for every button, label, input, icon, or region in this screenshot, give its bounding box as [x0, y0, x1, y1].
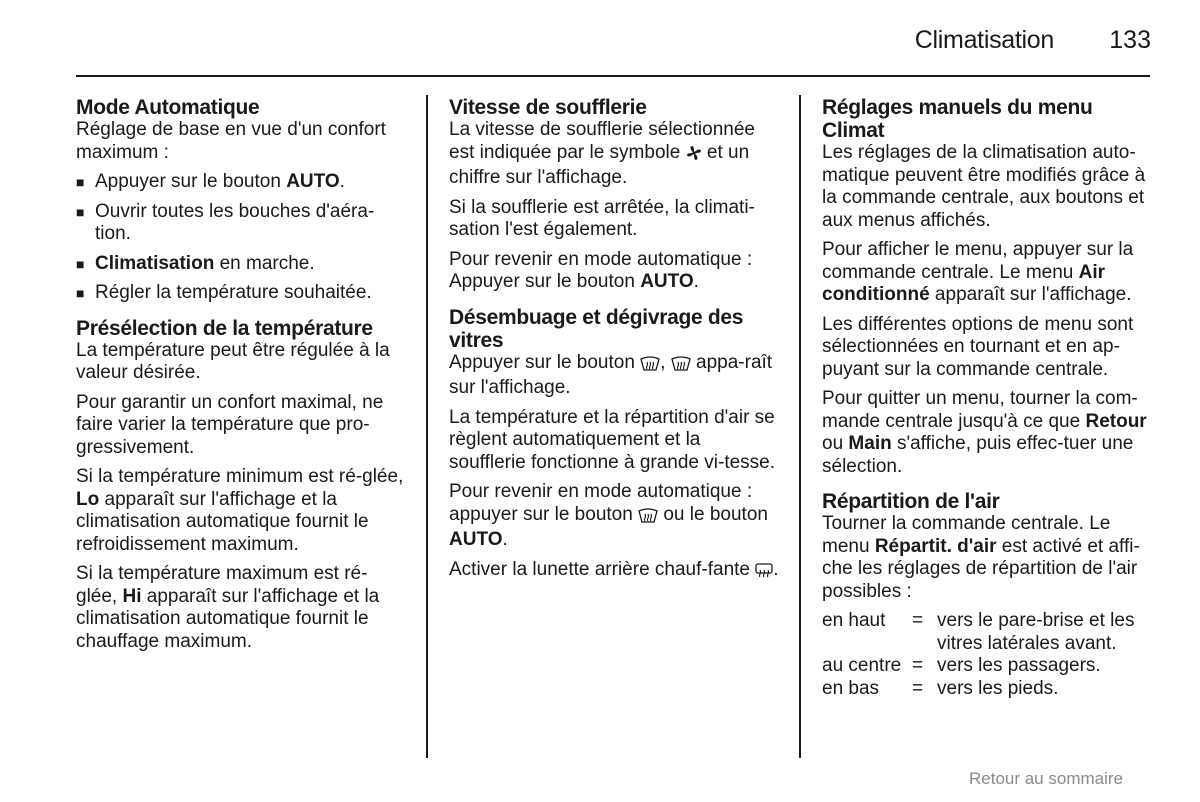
page-number: 133: [1109, 26, 1151, 54]
paragraph: [449, 119, 779, 190]
keyword-auto: AUTO: [449, 529, 503, 550]
square-bullet-icon: ■: [76, 203, 85, 220]
table-eq: =: [912, 677, 924, 699]
column-divider-2: [799, 95, 801, 758]
windscreen-defrost-icon: [640, 355, 660, 378]
paragraph: [449, 352, 779, 400]
table-key: en haut: [822, 610, 886, 631]
heading-desembuage: Désembuage et dégivrage des vitres: [449, 305, 744, 352]
keyword-retour: Retour: [1085, 410, 1147, 432]
text: Appuyer sur le bouton: [449, 351, 641, 373]
distribution-table: [822, 610, 1152, 700]
heading-vitesse-soufflerie: Vitesse de soufflerie: [449, 96, 647, 119]
text: Tourner la commande centrale. Le menu: [822, 513, 1111, 557]
bullet-list: [76, 171, 408, 305]
paragraph: [449, 559, 779, 585]
paragraph: [449, 481, 779, 552]
square-bullet-icon: ■: [76, 255, 85, 272]
text: .: [502, 529, 508, 550]
list-item: [76, 253, 408, 276]
list-item: [76, 282, 408, 305]
text: est activé et affi-che les réglages de répartition de l'air possibles :: [822, 535, 1140, 602]
text: ou: [822, 433, 849, 454]
text: apparaît sur l'affichage.: [929, 284, 1132, 305]
text: Régler la température souhaitée.: [95, 282, 372, 303]
text: Ouvrir toutes les bouches d'aéra-tion.: [95, 200, 375, 244]
text: apparaît sur l'affichage et la climatisation automatique fournit le refroidissement maximum.: [76, 488, 369, 555]
text: Appuyer sur le bouton: [95, 171, 287, 192]
column-2: [449, 96, 779, 591]
windscreen-defrost-icon: [638, 507, 658, 530]
paragraph: Pour garantir un confort maximal, ne faire varier la température que pro-gressivement.: [76, 391, 384, 458]
table-key: au centre: [822, 655, 902, 676]
paragraph: Réglage de base en vue d'un confort maximum :: [76, 119, 386, 163]
table-value: vers les passagers.: [937, 655, 1101, 676]
list-item: [76, 201, 408, 246]
text: en marche.: [214, 252, 315, 274]
table-value: vers les pieds.: [937, 677, 1059, 699]
text: .: [773, 558, 779, 580]
text: appa-raît sur l'affichage.: [449, 351, 773, 398]
list-item: [76, 171, 408, 194]
keyword-auto: AUTO: [640, 271, 694, 292]
heading-mode-automatique: Mode Automatique: [76, 96, 260, 119]
text: Si la température maximum est ré-glée,: [76, 563, 368, 607]
text: Pour revenir en mode automatique : appuyer sur le bouton: [449, 481, 753, 525]
keyword-air-conditionne: Air conditionné: [822, 261, 1106, 305]
text: Pour afficher le menu, appuyer sur la commande centrale. Le menu: [822, 239, 1134, 283]
text: et un chiffre sur l'affichage.: [449, 141, 750, 188]
paragraph: [76, 563, 408, 653]
table-key: en bas: [822, 677, 880, 699]
keyword-main: Main: [848, 433, 892, 454]
keyword-auto: AUTO: [286, 171, 340, 192]
text: Pour revenir en mode automatique : Appuyer sur le bouton: [449, 248, 753, 292]
paragraph: Les différentes options de menu sont sélectionnées en tournant et en ap-puyant sur la commande centrale.: [822, 313, 1134, 380]
paragraph: [449, 249, 779, 294]
rear-window-heating-icon: [755, 562, 773, 585]
keyword-repartit-dair: Répartit. d'air: [874, 535, 997, 557]
square-bullet-icon: ■: [76, 174, 85, 190]
paragraph: [822, 239, 1152, 307]
heading-preselection: Présélection de la température: [76, 316, 373, 340]
paragraph: La température et la répartition d'air se règlent automatiquement et la soufflerie fonctionne à grande vi-tesse.: [449, 406, 776, 473]
text: apparaît sur l'affichage et la climatisation automatique fournit le chauffage maximum.: [76, 585, 380, 652]
text: Pour quitter un menu, tourner la com-mande centrale jusqu'à ce que: [822, 388, 1138, 432]
keyword-lo: Lo: [76, 488, 100, 510]
text: s'affiche, puis effec-tuer une sélection.: [822, 433, 1134, 477]
paragraph: Si la soufflerie est arrêtée, la climati-sation l'est également.: [449, 196, 755, 240]
text: .: [339, 171, 345, 192]
back-to-contents-link[interactable]: Retour au sommaire: [968, 769, 1123, 788]
table-value: vers le pare-brise et les vitres latérales avant.: [937, 610, 1135, 654]
text: Activer la lunette arrière chauf-fante: [449, 558, 756, 580]
column-1: [76, 96, 408, 660]
heading-repartition: Répartition de l'air: [822, 490, 1000, 513]
heading-reglages-manuels: Réglages manuels du menu Climat: [822, 96, 1093, 142]
paragraph: [76, 466, 408, 556]
fan-icon: [686, 145, 702, 168]
text: Si la température minimum est ré-glée,: [76, 466, 404, 487]
windscreen-defrost-icon: [671, 355, 691, 378]
text: ou le bouton: [658, 503, 768, 525]
page-header: [0, 0, 1200, 78]
column-divider-1: [426, 95, 428, 758]
header-rule: [76, 75, 1150, 77]
column-3: [822, 96, 1152, 700]
keyword-hi: Hi: [122, 585, 142, 607]
keyword-climatisation: Climatisation: [95, 252, 215, 274]
paragraph: [822, 513, 1152, 603]
table-eq: =: [912, 655, 924, 676]
text: .: [693, 271, 699, 292]
text: ,: [660, 351, 671, 373]
text: La vitesse de soufflerie sélectionnée est indiquée par le symbole: [449, 119, 755, 163]
paragraph: [822, 388, 1152, 478]
square-bullet-icon: ■: [76, 285, 85, 301]
section-title: Climatisation: [914, 26, 1054, 54]
paragraph: La température peut être régulée à la valeur désirée.: [76, 339, 390, 383]
table-eq: =: [912, 610, 924, 631]
paragraph: Les réglages de la climatisation auto-matique peuvent être modifiés grâce à la commande centrale, aux boutons et aux menus affichés.: [822, 142, 1146, 231]
